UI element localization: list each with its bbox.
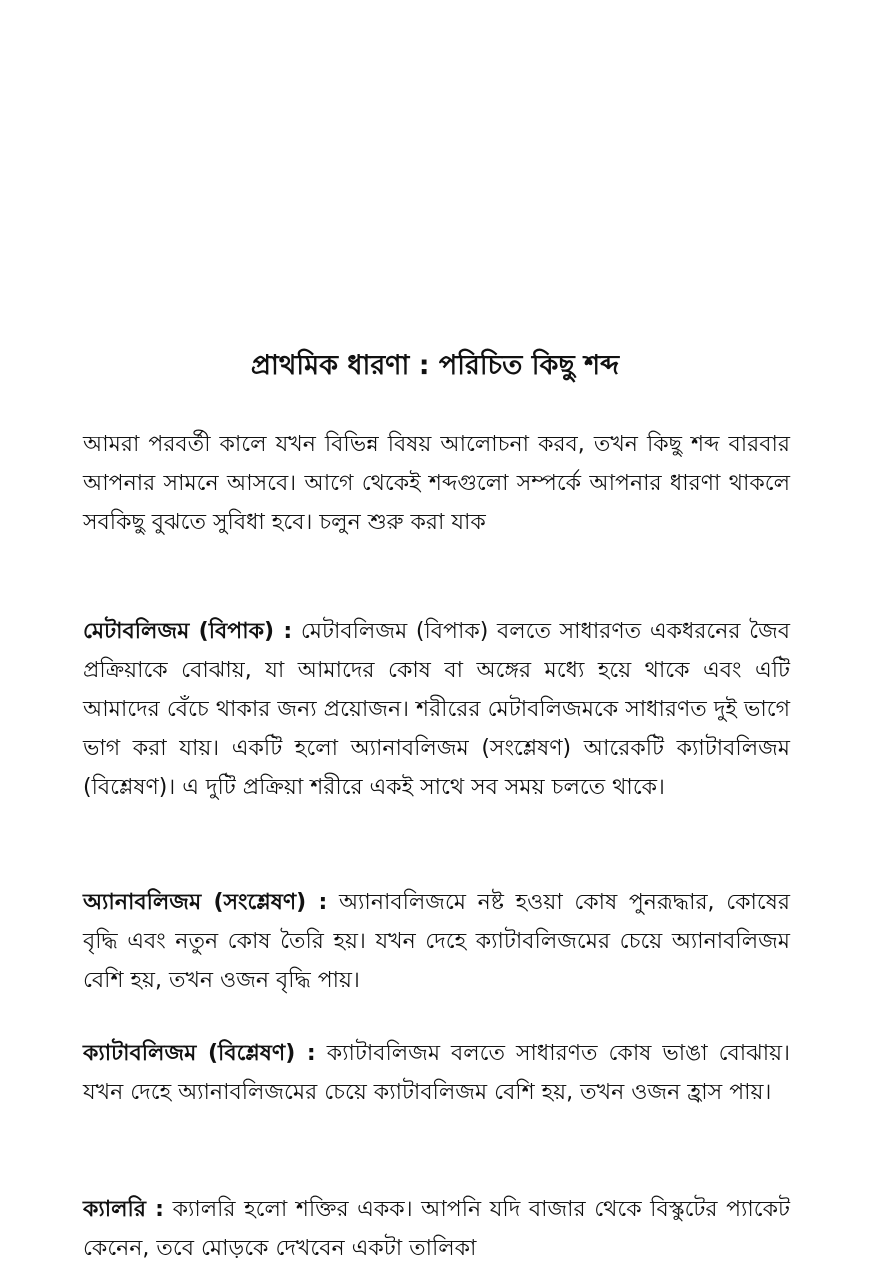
definition-calorie [83, 1190, 790, 1268]
term-anabolism: অ্যানাবলিজম (সংশ্লেষণ) : [83, 890, 328, 915]
definition-text-catabolism: ক্যাটাবলিজম বলতে সাধারণত কোষ ভাঙা বোঝায়। যখন দেহে অ্যানাবলিজমের চেয়ে ক্যাটাবলিজম বেশি হয়, তখন ওজন হ্রাস পায়। [83, 1041, 790, 1105]
term-catabolism: ক্যাটাবলিজম (বিশ্লেষণ) : [83, 1041, 316, 1066]
definition-metabolism [83, 612, 790, 807]
definition-text-anabolism: অ্যানাবলিজমে নষ্ট হওয়া কোষ পুনরূদ্ধার, কোষের বৃদ্ধি এবং নতুন কোষ তৈরি হয়। যখন দেহে ক্যাটাবলিজমের চেয়ে অ্যানাবলিজম বেশি হয়, তখন ওজন বৃদ্ধি পায়। [83, 890, 790, 993]
definition-anabolism [83, 883, 790, 1000]
page-title: প্রাথমিক ধারণা : পরিচিত কিছু শব্দ [250, 350, 620, 381]
definition-text-metabolism: মেটাবলিজম (বিপাক) বলতে সাধারণত একধরনের জৈব প্রক্রিয়াকে বোঝায়, যা আমাদের কোষ বা অঙ্গের মধ্যে হয়ে থাকে এবং এটি আমাদের বেঁচে থাকার জন্য প্রয়োজন। শরীরের মেটাবলিজমকে সাধারণত দুই ভাগে ভাগ করা যায়। একটি হলো অ্যানাবলিজম (সংশ্লেষণ) আরেকটি ক্যাটাবলিজম (বিশ্লেষণ)। এ দুটি প্রক্রিয়া শরীরে একই সাথে সব সময় চলতে থাকে। [83, 619, 790, 800]
definition-text-calorie: ক্যালরি হলো শক্তির একক। আপনি যদি বাজার থেকে বিস্কুটের প্যাকেট কেনেন, তবে মোড়কে দেখবেন একটা তালিকা [83, 1197, 790, 1261]
term-metabolism: মেটাবলিজম (বিপাক) : [83, 619, 293, 644]
intro-paragraph: আমরা পরবর্তী কালে যখন বিভিন্ন বিষয় আলোচনা করব, তখন কিছু শব্দ বারবার আপনার সামনে আসবে। আগে থেকেই শব্দগুলো সম্পর্কে আপনার ধারণা থাকলে সবকিছু বুঝতে সুবিধা হবে। চলুন শুরু করা যাক [83, 432, 790, 535]
definition-catabolism [83, 1034, 790, 1112]
term-calorie: ক্যালরি : [83, 1197, 164, 1222]
